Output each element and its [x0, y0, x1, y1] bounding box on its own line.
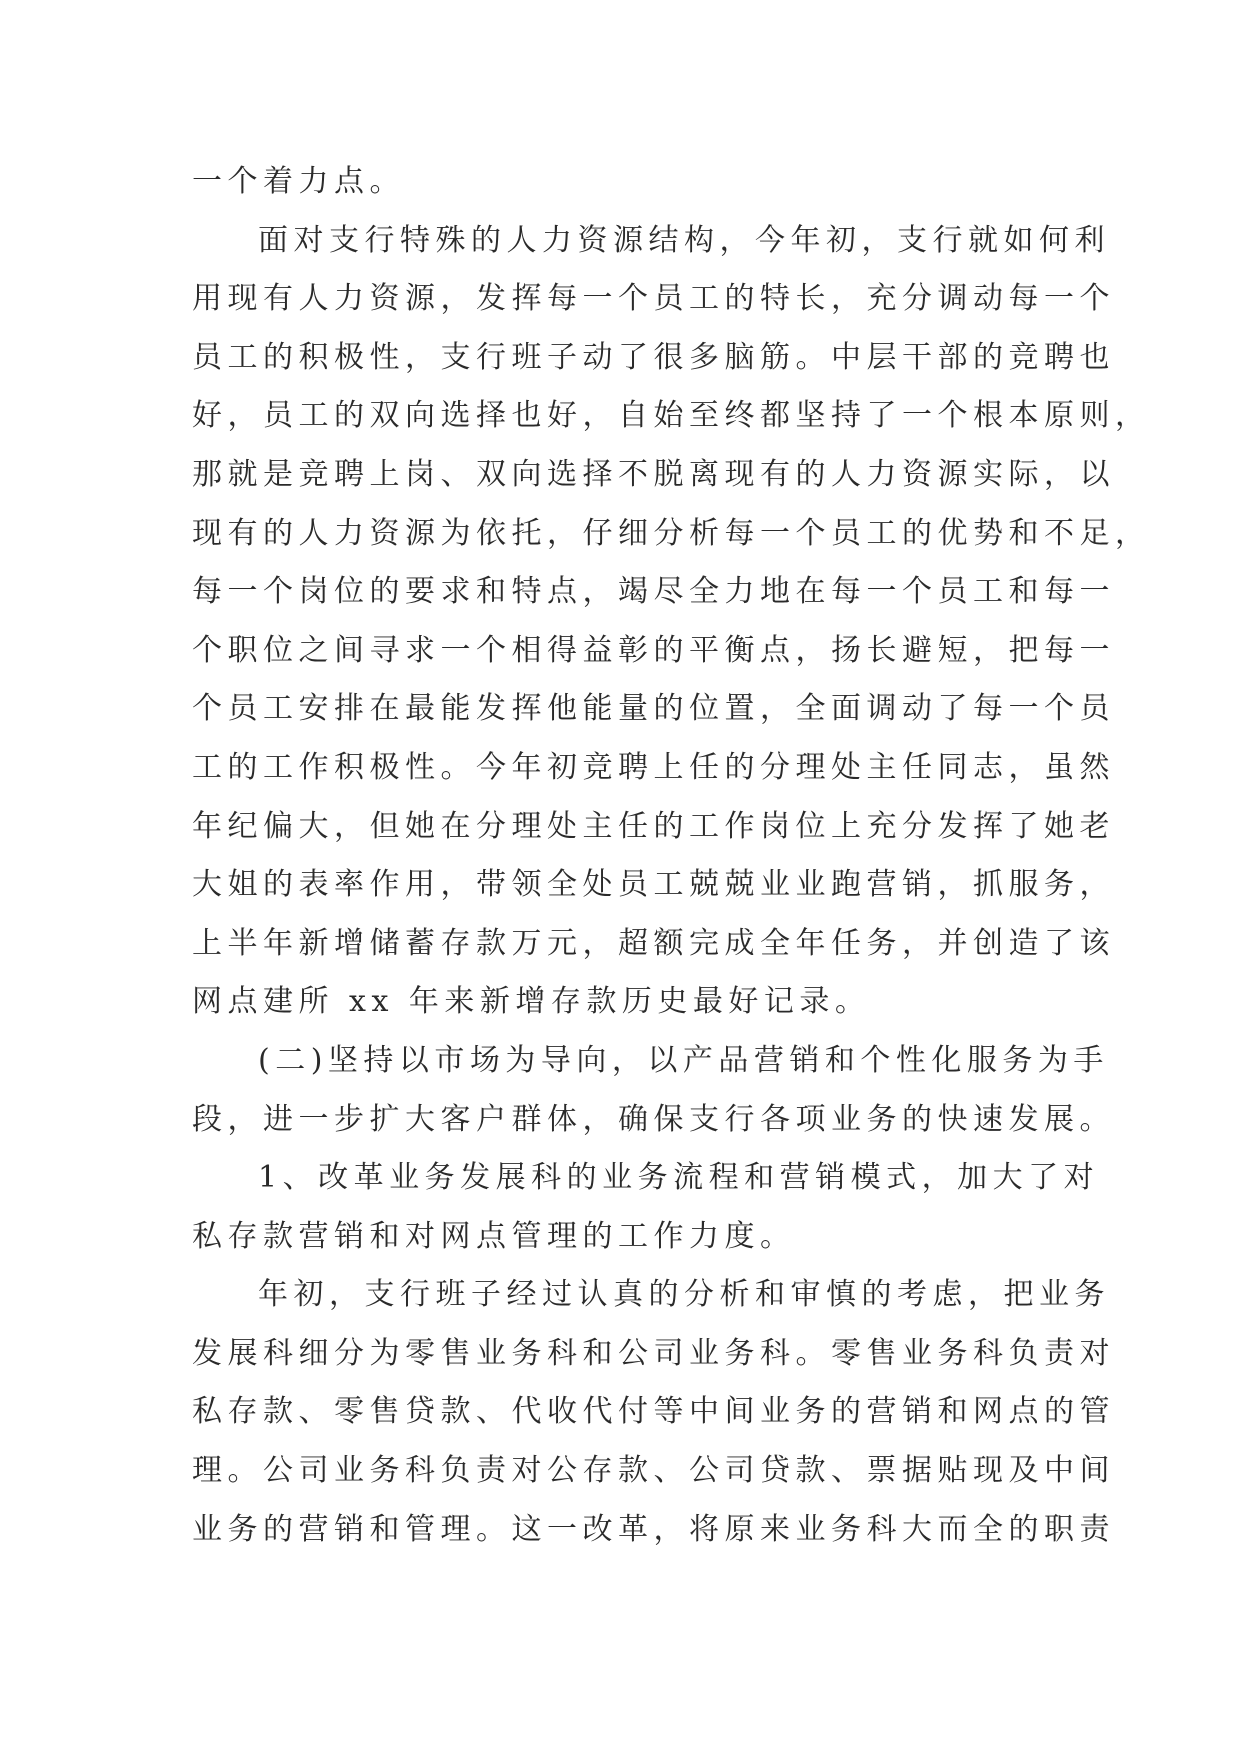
- section-heading-continued: 段，进一步扩大客户群体，确保支行各项业务的快速发展。: [192, 1101, 1115, 1137]
- text-line: 网点建所 xx 年来新增存款历史最好记录。: [192, 984, 871, 1020]
- text-line: 发展科细分为零售业务科和公司业务科。零售业务科负责对: [192, 1335, 1115, 1371]
- subsection-heading: 1、改革业务发展科的业务流程和营销模式，加大了对: [258, 1160, 1100, 1196]
- text-line: 业务的营销和管理。这一改革，将原来业务科大而全的职责: [192, 1511, 1115, 1547]
- text-line: 上半年新增储蓄存款万元，超额完成全年任务，并创造了该: [192, 925, 1115, 961]
- text-line: 好，员工的双向选择也好，自始至终都坚持了一个根本原则，: [192, 398, 1151, 434]
- text-line: 那就是竞聘上岗、双向选择不脱离现有的人力资源实际，以: [192, 456, 1115, 492]
- text-line: 年纪偏大，但她在分理处主任的工作岗位上充分发挥了她老: [192, 808, 1115, 844]
- text-line: 大姐的表率作用，带领全处员工兢兢业业跑营销，抓服务，: [192, 867, 1115, 903]
- paragraph-first-line: 面对支行特殊的人力资源结构，今年初，支行就如何利: [258, 222, 1110, 258]
- text-line: 个员工安排在最能发挥他能量的位置，全面调动了每一个员: [192, 691, 1115, 727]
- text-line: 工的工作积极性。今年初竞聘上任的分理处主任同志，虽然: [192, 749, 1115, 785]
- subsection-heading-continued: 私存款营销和对网点管理的工作力度。: [192, 1218, 796, 1254]
- text-line: 现有的人力资源为依托，仔细分析每一个员工的优势和不足，: [192, 515, 1151, 551]
- text-line: 理。公司业务科负责对公存款、公司贷款、票据贴现及中间: [192, 1453, 1115, 1489]
- paragraph-first-line: 年初，支行班子经过认真的分析和审慎的考虑，把业务: [258, 1277, 1110, 1313]
- document-body: [192, 153, 1151, 1559]
- text-line: 个职位之间寻求一个相得益彰的平衡点，扬长避短，把每一: [192, 632, 1115, 668]
- text-line: 一个着力点。: [192, 164, 405, 199]
- section-heading: (二)坚持以市场为导向，以产品营销和个性化服务为手: [258, 1042, 1109, 1078]
- text-line: 用现有人力资源，发挥每一个员工的特长，充分调动每一个: [192, 281, 1115, 317]
- text-line: 每一个岗位的要求和特点，竭尽全力地在每一个员工和每一: [192, 574, 1115, 610]
- text-line: 私存款、零售贷款、代收代付等中间业务的营销和网点的管: [192, 1394, 1115, 1430]
- text-line: 员工的积极性，支行班子动了很多脑筋。中层干部的竞聘也: [192, 339, 1115, 375]
